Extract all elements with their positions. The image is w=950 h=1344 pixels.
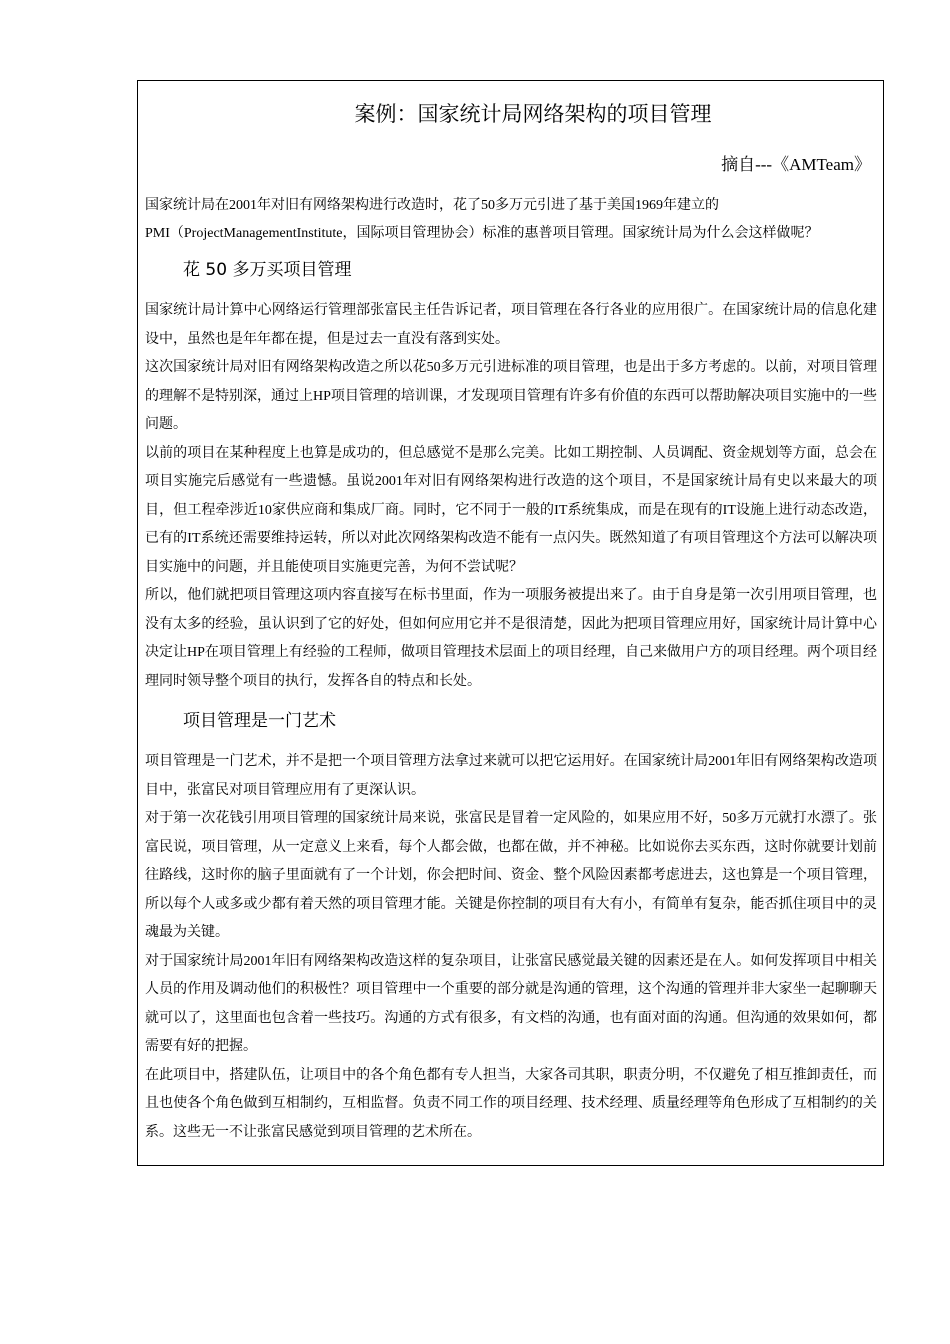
paragraph: 对于国家统计局2001年旧有网络架构改造这样的复杂项目，让张富民感觉最关键的因素还是在人。如何发挥项目中相关人员的作用及调动他们的积极性？项目管理中一个重要的部分就是沟通的管理，这个沟通的管理并非大家坐一起聊聊天就可以了，这里面也包含着一些技巧。沟通的方式有很多，有文档的沟通，也有面对面的沟通。但沟通的效果如何，都需要有好的把握。: [145, 953, 877, 1054]
paragraph: 在此项目中，搭建队伍，让项目中的各个角色都有专人担当，大家各司其职，职责分明，不仅避免了相互推卸责任，而且也使各个角色做到互相制约，互相监督。负责不同工作的项目经理、技术经理、质量经理等角色形成了互相制约的关系。这些无一不让张富民感觉到项目管理的艺术所在。: [145, 1067, 877, 1140]
intro-line: PMI（ProjectManagementInstitute，国际项目管理协会）标准的惠普项目管理。国家统计局为什么会这样做呢？: [145, 225, 819, 241]
paragraph: 对于第一次花钱引用项目管理的国家统计局来说，张富民是冒着一定风险的，如果应用不好，50多万元就打水漂了。张富民说，项目管理，从一定意义上来看，每个人都会做，也都在做，并不神秘。比如说你去买东西，这时你就要计划前往路线，这时你的脑子里面就有了一个计划，你会把时间、资金、整个风险因素都考虑进去，这也算是一个项目管理，所以每个人或多或少都有着天然的项目管理才能。关键是你控制的项目有大有小，有简单有复杂，能否抓住项目中的灵魂最为关键。: [145, 811, 877, 940]
paragraph: 这次国家统计局对旧有网络架构改造之所以花50多万元引进标准的项目管理，也是出于多方考虑的。以前，对项目管理的理解不是特别深，通过上HP项目管理的培训课，才发现项目管理有许多有价值的东西可以帮助解决项目实施中的一些问题。: [145, 360, 877, 432]
section-body: [145, 297, 877, 696]
paragraph: 国家统计局计算中心网络运行管理部张富民主任告诉记者，项目管理在各行各业的应用很广。在国家统计局的信息化建设中，虽然也是年年都在提，但是过去一直没有落到实处。: [145, 303, 877, 347]
section-heading: 花 50 多万买项目管理: [183, 260, 352, 280]
intro-line: 国家统计局在2001年对旧有网络架构进行改造时，花了50多万元引进了基于美国1969年建立的: [145, 198, 719, 213]
paragraph: 以前的项目在某种程度上也算是成功的，但总感觉不是那么完美。比如工期控制、人员调配、资金规划等方面，总会在项目实施完后感觉有一些遗憾。虽说2001年对旧有网络架构进行改造的这个项目，不是国家统计局有史以来最大的项目，但工程牵涉近10家供应商和集成厂商。同时，它不同于一般的IT系统集成，而是在现有的IT设施上进行动态改造，已有的IT系统还需要维持运转，所以对此次网络架构改造不能有一点闪失。既然知道了有项目管理这个方法可以解决项目实施中的问题，并且能使项目实施更完善，为何不尝试呢？: [145, 445, 877, 575]
intro-block: [145, 192, 877, 247]
paragraph: 项目管理是一门艺术，并不是把一个项目管理方法拿过来就可以把它运用好。在国家统计局2001年旧有网络架构改造项目中，张富民对项目管理应用有了更深认识。: [145, 754, 877, 798]
paragraph: 所以，他们就把项目管理这项内容直接写在标书里面，作为一项服务被提出来了。由于自身是第一次引用项目管理，也没有太多的经验，虽认识到了它的好处，但如何应用它并不是很清楚，因此为把项目管理应用好，国家统计局计算中心决定让HP在项目管理上有经验的工程师，做项目管理技术层面上的项目经理，自己来做用户方的项目经理。两个项目经理同时领导整个项目的执行，发挥各自的特点和长处。: [145, 588, 877, 689]
section-body: [145, 748, 877, 1147]
article-title: 案例：国家统计局网络架构的项目管理: [354, 102, 712, 126]
article-frame: [137, 80, 884, 1166]
article-source: 摘自---《AMTeam》: [721, 155, 871, 174]
section-heading: 项目管理是一门艺术: [183, 711, 336, 731]
